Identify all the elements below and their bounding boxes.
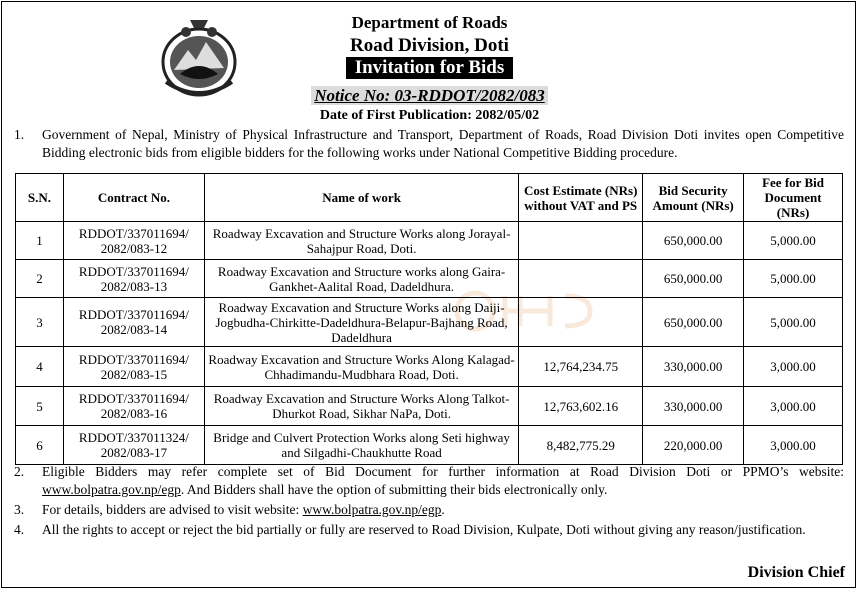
cell-bid-fee: 5,000.00: [744, 222, 843, 260]
paragraph-text: [42, 463, 844, 499]
paragraph-3: [14, 501, 844, 519]
paragraph-text: Government of Nepal, Ministry of Physical Infrastructure and Transport, Department of Roads, Road Division Doti invites open Competitive Bidding electronic bids from eligible bidders for the following works under National Competitive Bidding procedure.: [42, 127, 844, 160]
signature-title: Division Chief: [747, 564, 845, 581]
paragraph-number: 4.: [14, 522, 25, 537]
cell-contract-no: RDDOT/337011694/ 2082/083-14: [63, 298, 204, 347]
cell-contract-no: RDDOT/337011324/ 2082/083-17: [63, 426, 204, 465]
header-bid-security: Bid Security Amount (NRs): [643, 174, 744, 222]
paragraph-number: 1.: [14, 127, 25, 142]
paragraph-text-part: Eligible Bidders may refer complete set of Bid Document for further information at Road Division Doti or PPMO’s website:: [42, 464, 844, 479]
table-row: [16, 387, 843, 426]
cell-bid-security: 650,000.00: [643, 298, 744, 347]
paragraph-number: 3.: [14, 502, 25, 517]
cell-bid-fee: 3,000.00: [744, 387, 843, 426]
table-header-row: [16, 174, 843, 222]
cell-name-of-work: Bridge and Culvert Protection Works along Seti highway and Silgadhi-Chaukhutte Road: [204, 426, 518, 465]
bids-table: [15, 173, 843, 465]
header-cost-estimate: Cost Estimate (NRs) without VAT and PS: [519, 174, 643, 222]
paragraph-text-part: . And Bidders shall have the option of submitting their bids electronically only.: [180, 482, 608, 497]
cell-sn: 4: [16, 347, 64, 387]
table-row: [16, 222, 843, 260]
header-contract-no: Contract No.: [63, 174, 204, 222]
cell-cost-estimate: 12,763,602.16: [519, 387, 643, 426]
table-row: [16, 260, 843, 298]
paragraph-1: [14, 126, 844, 162]
paragraph-2: [14, 463, 844, 499]
cell-sn: 5: [16, 387, 64, 426]
first-publication-date: Date of First Publication: 2082/05/02: [319, 108, 540, 123]
cell-sn: 1: [16, 222, 64, 260]
cell-name-of-work: Roadway Excavation and Structure Works along Daiji-Jogbudha-Chirkitte-Dadeldhura-Belapur-Bajhang Road, Dadeldhura: [204, 298, 518, 347]
cell-bid-security: 650,000.00: [643, 260, 744, 298]
cell-contract-no: RDDOT/337011694/ 2082/083-16: [63, 387, 204, 426]
notice-number-text: Notice No: 03-RDDOT/2082/083: [311, 86, 547, 105]
cell-name-of-work: Roadway Excavation and Structure Works Along Talkot-Dhurkot Road, Sikhar NaPa, Doti.: [204, 387, 518, 426]
notice-number: [0, 86, 859, 106]
cell-name-of-work: Roadway Excavation and Structure Works along Jorayal-Sahajpur Road, Doti.: [204, 222, 518, 260]
cell-sn: 3: [16, 298, 64, 347]
title-banner: [0, 57, 859, 79]
cell-bid-fee: 5,000.00: [744, 260, 843, 298]
paragraph-text: [42, 501, 844, 519]
cell-sn: 2: [16, 260, 64, 298]
page-title: Invitation for Bids: [346, 57, 514, 79]
cell-contract-no: RDDOT/337011694/ 2082/083-12: [63, 222, 204, 260]
department-name: Department of Roads: [351, 13, 508, 32]
cell-cost-estimate: [519, 222, 643, 260]
cell-cost-estimate: 12,764,234.75: [519, 347, 643, 387]
paragraph-text-part: For details, bidders are advised to visit website:: [42, 502, 303, 517]
paragraph-text: All the rights to accept or reject the bid partially or fully are reserved to Road Division, Kulpate, Doti without giving any reason/justification.: [42, 522, 806, 537]
cell-bid-fee: 3,000.00: [744, 347, 843, 387]
bolpatra-link[interactable]: www.bolpatra.gov.np/egp: [42, 482, 181, 497]
table-row: [16, 426, 843, 465]
cell-contract-no: RDDOT/337011694/ 2082/083-15: [63, 347, 204, 387]
paragraph-4: [14, 521, 844, 539]
cell-bid-fee: 5,000.00: [744, 298, 843, 347]
cell-cost-estimate: [519, 260, 643, 298]
cell-bid-security: 330,000.00: [643, 387, 744, 426]
cell-name-of-work: Roadway Excavation and Structure Works Along Kalagad-Chhadimandu-Mudbhara Road, Doti.: [204, 347, 518, 387]
table-row: [16, 298, 843, 347]
division-name: Road Division, Doti: [350, 35, 509, 56]
bolpatra-link[interactable]: www.bolpatra.gov.np/egp: [302, 502, 442, 517]
cell-name-of-work: Roadway Excavation and Structure works along Gaira-Gankhet-Aalital Road, Dadeldhura.: [204, 260, 518, 298]
cell-bid-security: 650,000.00: [643, 222, 744, 260]
header-name-of-work: Name of work: [204, 174, 518, 222]
table-row: [16, 347, 843, 387]
cell-cost-estimate: 8,482,775.29: [519, 426, 643, 465]
paragraph-text-part: .: [441, 502, 445, 517]
cell-contract-no: RDDOT/337011694/ 2082/083-13: [63, 260, 204, 298]
paragraph-number: 2.: [14, 464, 25, 479]
cell-cost-estimate: [519, 298, 643, 347]
header-sn: S.N.: [16, 174, 64, 222]
cell-bid-fee: 3,000.00: [744, 426, 843, 465]
cell-sn: 6: [16, 426, 64, 465]
cell-bid-security: 220,000.00: [643, 426, 744, 465]
header-bid-fee: Fee for Bid Document (NRs): [744, 174, 843, 222]
cell-bid-security: 330,000.00: [643, 347, 744, 387]
